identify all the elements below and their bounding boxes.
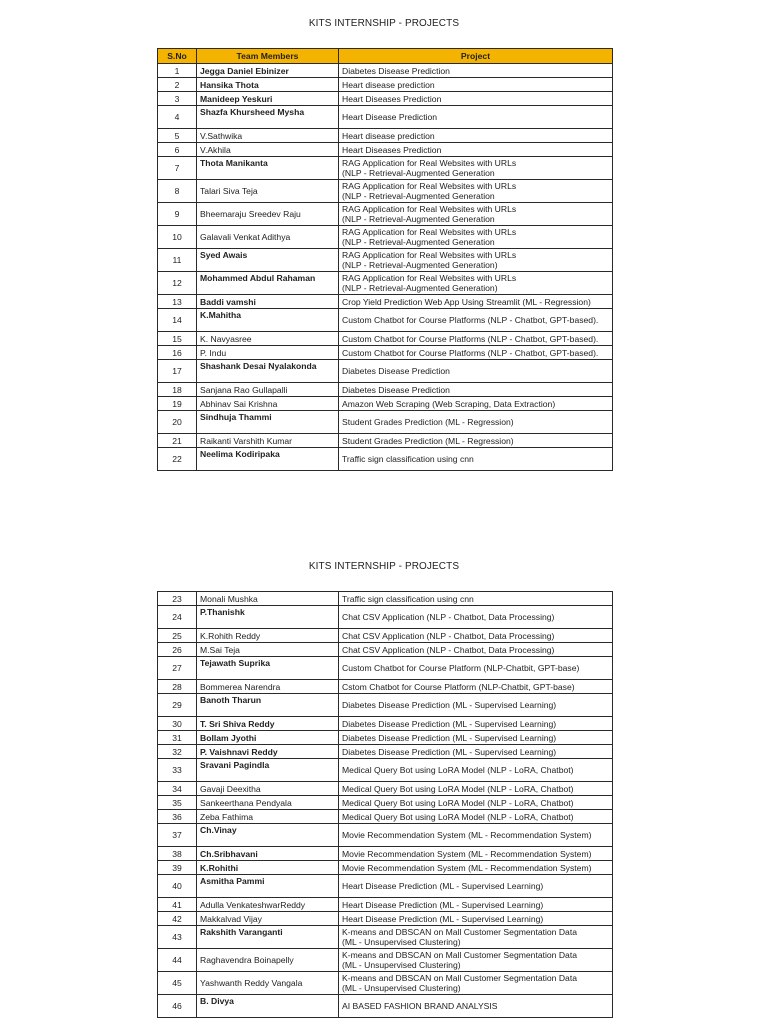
cell-project [339, 592, 613, 606]
table-row [158, 448, 613, 471]
project-line-2: (ML - Unsupervised Clustering) [342, 960, 461, 970]
cell-sno: 43 [158, 926, 197, 949]
table-row [158, 796, 613, 810]
cell-sno: 33 [158, 759, 197, 782]
cell-team-member: Galavali Venkat Adithya [197, 226, 339, 249]
cell-sno: 28 [158, 680, 197, 694]
cell-project [339, 397, 613, 411]
project-line: Chat CSV Application (NLP - Chatbot, Data Processing) [342, 612, 555, 622]
cell-project [339, 92, 613, 106]
table-row [158, 64, 613, 78]
cell-sno: 35 [158, 796, 197, 810]
cell-project [339, 898, 613, 912]
cell-team-member: Sravani Pagindla [197, 759, 339, 782]
project-line: Student Grades Prediction (ML - Regression) [342, 417, 514, 427]
cell-project [339, 680, 613, 694]
table-header-row [158, 49, 613, 64]
cell-sno: 4 [158, 106, 197, 129]
table-row [158, 129, 613, 143]
cell-sno: 25 [158, 629, 197, 643]
cell-team-member: B. Divya [197, 995, 339, 1018]
project-line: Chat CSV Application (NLP - Chatbot, Data Processing) [342, 644, 555, 655]
table-row [158, 717, 613, 731]
cell-sno: 17 [158, 360, 197, 383]
cell-project [339, 972, 613, 995]
cell-project [339, 272, 613, 295]
cell-team-member: Shazfa Khursheed Mysha [197, 106, 339, 129]
cell-project [339, 157, 613, 180]
project-line: RAG Application for Real Websites with URLs [342, 250, 517, 260]
project-line: Heart Disease Prediction (ML - Supervised Learning) [342, 881, 544, 891]
cell-team-member: K.Rohith Reddy [197, 629, 339, 643]
cell-sno: 44 [158, 949, 197, 972]
cell-team-member: Talari Siva Teja [197, 180, 339, 203]
project-line: RAG Application for Real Websites with URLs [342, 273, 517, 283]
cell-project [339, 411, 613, 434]
table-row [158, 861, 613, 875]
cell-sno: 20 [158, 411, 197, 434]
table-row [158, 731, 613, 745]
project-line-2: (NLP - Retrieval-Augmented Generation [342, 191, 495, 201]
cell-team-member: Sanjana Rao Gullapalli [197, 383, 339, 397]
table-row [158, 383, 613, 397]
project-line: Medical Query Bot using LoRA Model (NLP - LoRA, Chatbot) [342, 811, 574, 822]
cell-sno: 18 [158, 383, 197, 397]
cell-sno: 46 [158, 995, 197, 1018]
project-line: Custom Chatbot for Course Platform (NLP-Chatbit, GPT-base) [342, 663, 580, 673]
table-row [158, 332, 613, 346]
cell-sno: 19 [158, 397, 197, 411]
project-line: RAG Application for Real Websites with URLs [342, 158, 517, 168]
cell-project [339, 824, 613, 847]
project-line: RAG Application for Real Websites with URLs [342, 227, 517, 237]
project-line: K-means and DBSCAN on Mall Customer Segmentation Data [342, 927, 578, 937]
cell-project [339, 106, 613, 129]
project-line: Diabetes Disease Prediction (ML - Supervised Learning) [342, 718, 557, 729]
projects-table-page1 [157, 48, 613, 471]
cell-team-member: K.Mahitha [197, 309, 339, 332]
cell-project [339, 180, 613, 203]
project-line-2: (NLP - Retrieval-Augmented Generation [342, 214, 495, 224]
cell-team-member: P. Indu [197, 346, 339, 360]
project-line: Amazon Web Scraping (Web Scraping, Data Extraction) [342, 398, 556, 409]
cell-project [339, 78, 613, 92]
cell-project [339, 926, 613, 949]
cell-project [339, 129, 613, 143]
cell-team-member: Gavaji Deexitha [197, 782, 339, 796]
table-row [158, 694, 613, 717]
project-line: Movie Recommendation System (ML - Recommendation System) [342, 862, 592, 873]
cell-project [339, 309, 613, 332]
project-line: RAG Application for Real Websites with URLs [342, 181, 517, 191]
table-row [158, 912, 613, 926]
cell-team-member: Hansika Thota [197, 78, 339, 92]
cell-team-member: Jegga Daniel Ebinizer [197, 64, 339, 78]
cell-team-member: Sankeerthana Pendyala [197, 796, 339, 810]
table-row [158, 203, 613, 226]
project-line-2: (NLP - Retrieval-Augmented Generation [342, 168, 495, 178]
table-row [158, 643, 613, 657]
table-row [158, 295, 613, 309]
table-row [158, 972, 613, 995]
cell-project [339, 249, 613, 272]
cell-sno: 10 [158, 226, 197, 249]
cell-sno: 42 [158, 912, 197, 926]
cell-sno: 45 [158, 972, 197, 995]
project-line: Heart disease prediction [342, 79, 435, 90]
cell-sno: 22 [158, 448, 197, 471]
cell-team-member: Raikanti Varshith Kumar [197, 434, 339, 448]
table-row [158, 309, 613, 332]
cell-sno: 21 [158, 434, 197, 448]
table-row [158, 157, 613, 180]
table-row [158, 847, 613, 861]
table-row [158, 875, 613, 898]
cell-project [339, 949, 613, 972]
cell-sno: 34 [158, 782, 197, 796]
project-line: Chat CSV Application (NLP - Chatbot, Data Processing) [342, 630, 555, 641]
project-line: Traffic sign classification using cnn [342, 593, 474, 604]
cell-sno: 29 [158, 694, 197, 717]
table-row [158, 411, 613, 434]
table-row [158, 143, 613, 157]
cell-team-member: Bommerea Narendra [197, 680, 339, 694]
project-line: Student Grades Prediction (ML - Regression) [342, 435, 514, 446]
cell-team-member: Zeba Fathima [197, 810, 339, 824]
cell-sno: 7 [158, 157, 197, 180]
cell-team-member: Ch.Sribhavani [197, 847, 339, 861]
cell-team-member: Mohammed Abdul Rahaman [197, 272, 339, 295]
project-line: Heart Diseases Prediction [342, 93, 442, 104]
cell-sno: 36 [158, 810, 197, 824]
table-row [158, 995, 613, 1018]
cell-sno: 27 [158, 657, 197, 680]
project-line: Traffic sign classification using cnn [342, 454, 474, 464]
project-line: Cstom Chatbot for Course Platform (NLP-Chatbit, GPT-base) [342, 681, 575, 692]
cell-project [339, 657, 613, 680]
cell-project [339, 346, 613, 360]
cell-project [339, 606, 613, 629]
cell-project [339, 643, 613, 657]
projects-table-page2 [157, 591, 613, 1018]
cell-project [339, 847, 613, 861]
cell-sno: 23 [158, 592, 197, 606]
cell-project [339, 694, 613, 717]
project-line: Medical Query Bot using LoRA Model (NLP - LoRA, Chatbot) [342, 797, 574, 808]
cell-project [339, 448, 613, 471]
cell-team-member: Banoth Tharun [197, 694, 339, 717]
cell-team-member: K.Rohithi [197, 861, 339, 875]
table-row [158, 629, 613, 643]
cell-sno: 14 [158, 309, 197, 332]
project-line: K-means and DBSCAN on Mall Customer Segmentation Data [342, 950, 578, 960]
table-row [158, 606, 613, 629]
cell-sno: 1 [158, 64, 197, 78]
header-project: Project [339, 49, 613, 64]
cell-sno: 32 [158, 745, 197, 759]
cell-team-member: V.Sathwika [197, 129, 339, 143]
cell-project [339, 360, 613, 383]
cell-team-member: Bheemaraju Sreedev Raju [197, 203, 339, 226]
cell-team-member: Ch.Vinay [197, 824, 339, 847]
cell-sno: 2 [158, 78, 197, 92]
cell-project [339, 434, 613, 448]
cell-project [339, 745, 613, 759]
table-row [158, 397, 613, 411]
cell-project [339, 875, 613, 898]
cell-team-member: Baddi vamshi [197, 295, 339, 309]
project-line: Custom Chatbot for Course Platforms (NLP - Chatbot, GPT-based). [342, 333, 599, 344]
cell-project [339, 861, 613, 875]
project-line: Heart disease prediction [342, 130, 435, 141]
table-row [158, 346, 613, 360]
cell-project [339, 332, 613, 346]
project-line: K-means and DBSCAN on Mall Customer Segmentation Data [342, 973, 578, 983]
cell-team-member: V.Akhila [197, 143, 339, 157]
project-line: AI BASED FASHION BRAND ANALYSIS [342, 1001, 498, 1011]
cell-sno: 11 [158, 249, 197, 272]
cell-sno: 12 [158, 272, 197, 295]
cell-project [339, 912, 613, 926]
cell-sno: 37 [158, 824, 197, 847]
cell-project [339, 731, 613, 745]
cell-project [339, 759, 613, 782]
table-row [158, 272, 613, 295]
cell-project [339, 143, 613, 157]
cell-team-member: P. Vaishnavi Reddy [197, 745, 339, 759]
project-line: Diabetes Disease Prediction (ML - Supervised Learning) [342, 700, 557, 710]
cell-sno: 5 [158, 129, 197, 143]
table-row [158, 78, 613, 92]
project-line: Custom Chatbot for Course Platforms (NLP - Chatbot, GPT-based). [342, 347, 599, 358]
project-line: Medical Query Bot using LoRA Model (NLP - LoRA, Chatbot) [342, 765, 574, 775]
project-line: Diabetes Disease Prediction (ML - Supervised Learning) [342, 732, 557, 743]
cell-team-member: Thota Manikanta [197, 157, 339, 180]
header-sno: S.No [158, 49, 197, 64]
project-line-2: (NLP - Retrieval-Augmented Generation) [342, 260, 498, 270]
project-line: Heart Disease Prediction [342, 112, 438, 122]
cell-sno: 13 [158, 295, 197, 309]
cell-project [339, 717, 613, 731]
project-line-2: (NLP - Retrieval-Augmented Generation) [342, 283, 498, 293]
cell-team-member: Sindhuja Thammi [197, 411, 339, 434]
cell-team-member: Yashwanth Reddy Vangala [197, 972, 339, 995]
project-line: Diabetes Disease Prediction [342, 384, 450, 395]
page2-title: KITS INTERNSHIP - PROJECTS [308, 561, 460, 572]
cell-team-member: Rakshith Varanganti [197, 926, 339, 949]
cell-sno: 30 [158, 717, 197, 731]
cell-team-member: Adulla VenkateshwarReddy [197, 898, 339, 912]
cell-project [339, 295, 613, 309]
table-row [158, 434, 613, 448]
cell-team-member: Tejawath Suprika [197, 657, 339, 680]
cell-team-member: Asmitha Pammi [197, 875, 339, 898]
header-team-members: Team Members [197, 49, 339, 64]
project-line: Heart Disease Prediction (ML - Supervised Learning) [342, 913, 544, 924]
project-line: Diabetes Disease Prediction (ML - Supervised Learning) [342, 746, 557, 757]
project-line: RAG Application for Real Websites with URLs [342, 204, 517, 214]
table-row [158, 782, 613, 796]
cell-team-member: Syed Awais [197, 249, 339, 272]
cell-sno: 26 [158, 643, 197, 657]
cell-sno: 40 [158, 875, 197, 898]
cell-sno: 31 [158, 731, 197, 745]
project-line: Diabetes Disease Prediction [342, 366, 450, 376]
table-row [158, 106, 613, 129]
project-line: Heart Disease Prediction (ML - Supervised Learning) [342, 899, 544, 910]
table-row [158, 92, 613, 106]
table-row [158, 810, 613, 824]
cell-team-member: P.Thanishk [197, 606, 339, 629]
cell-sno: 15 [158, 332, 197, 346]
cell-sno: 38 [158, 847, 197, 861]
cell-project [339, 810, 613, 824]
table-row [158, 180, 613, 203]
project-line: Custom Chatbot for Course Platforms (NLP - Chatbot, GPT-based). [342, 315, 599, 325]
project-line-2: (ML - Unsupervised Clustering) [342, 983, 461, 993]
table-row [158, 926, 613, 949]
cell-project [339, 629, 613, 643]
cell-project [339, 782, 613, 796]
project-line: Diabetes Disease Prediction [342, 65, 450, 76]
table-row [158, 898, 613, 912]
cell-project [339, 64, 613, 78]
cell-sno: 41 [158, 898, 197, 912]
cell-sno: 9 [158, 203, 197, 226]
project-line: Crop Yield Prediction Web App Using Streamlit (ML - Regression) [342, 296, 591, 307]
cell-project [339, 383, 613, 397]
cell-sno: 16 [158, 346, 197, 360]
table-row [158, 657, 613, 680]
cell-team-member: T. Sri Shiva Reddy [197, 717, 339, 731]
project-line-2: (NLP - Retrieval-Augmented Generation [342, 237, 495, 247]
project-line: Heart Diseases Prediction [342, 144, 442, 155]
cell-sno: 8 [158, 180, 197, 203]
cell-project [339, 995, 613, 1018]
table-row [158, 249, 613, 272]
cell-team-member: Neelima Kodiripaka [197, 448, 339, 471]
project-line-2: (ML - Unsupervised Clustering) [342, 937, 461, 947]
cell-sno: 6 [158, 143, 197, 157]
table-row [158, 824, 613, 847]
cell-project [339, 796, 613, 810]
table-row [158, 680, 613, 694]
page1-title: KITS INTERNSHIP - PROJECTS [308, 18, 460, 29]
cell-project [339, 203, 613, 226]
table-row [158, 949, 613, 972]
table-row [158, 745, 613, 759]
cell-team-member: Bollam Jyothi [197, 731, 339, 745]
cell-team-member: Raghavendra Boinapelly [197, 949, 339, 972]
cell-team-member: M.Sai Teja [197, 643, 339, 657]
table-row [158, 592, 613, 606]
cell-project [339, 226, 613, 249]
cell-sno: 39 [158, 861, 197, 875]
table-row [158, 759, 613, 782]
cell-team-member: Monali Mushka [197, 592, 339, 606]
cell-sno: 3 [158, 92, 197, 106]
cell-team-member: K. Navyasree [197, 332, 339, 346]
cell-team-member: Makkalvad Vijay [197, 912, 339, 926]
table-row [158, 226, 613, 249]
table-row [158, 360, 613, 383]
project-line: Medical Query Bot using LoRA Model (NLP - LoRA, Chatbot) [342, 783, 574, 794]
cell-team-member: Manideep Yeskuri [197, 92, 339, 106]
cell-team-member: Shashank Desai Nyalakonda [197, 360, 339, 383]
project-line: Movie Recommendation System (ML - Recommendation System) [342, 848, 592, 859]
cell-team-member: Abhinav Sai Krishna [197, 397, 339, 411]
cell-sno: 24 [158, 606, 197, 629]
project-line: Movie Recommendation System (ML - Recommendation System) [342, 830, 592, 840]
